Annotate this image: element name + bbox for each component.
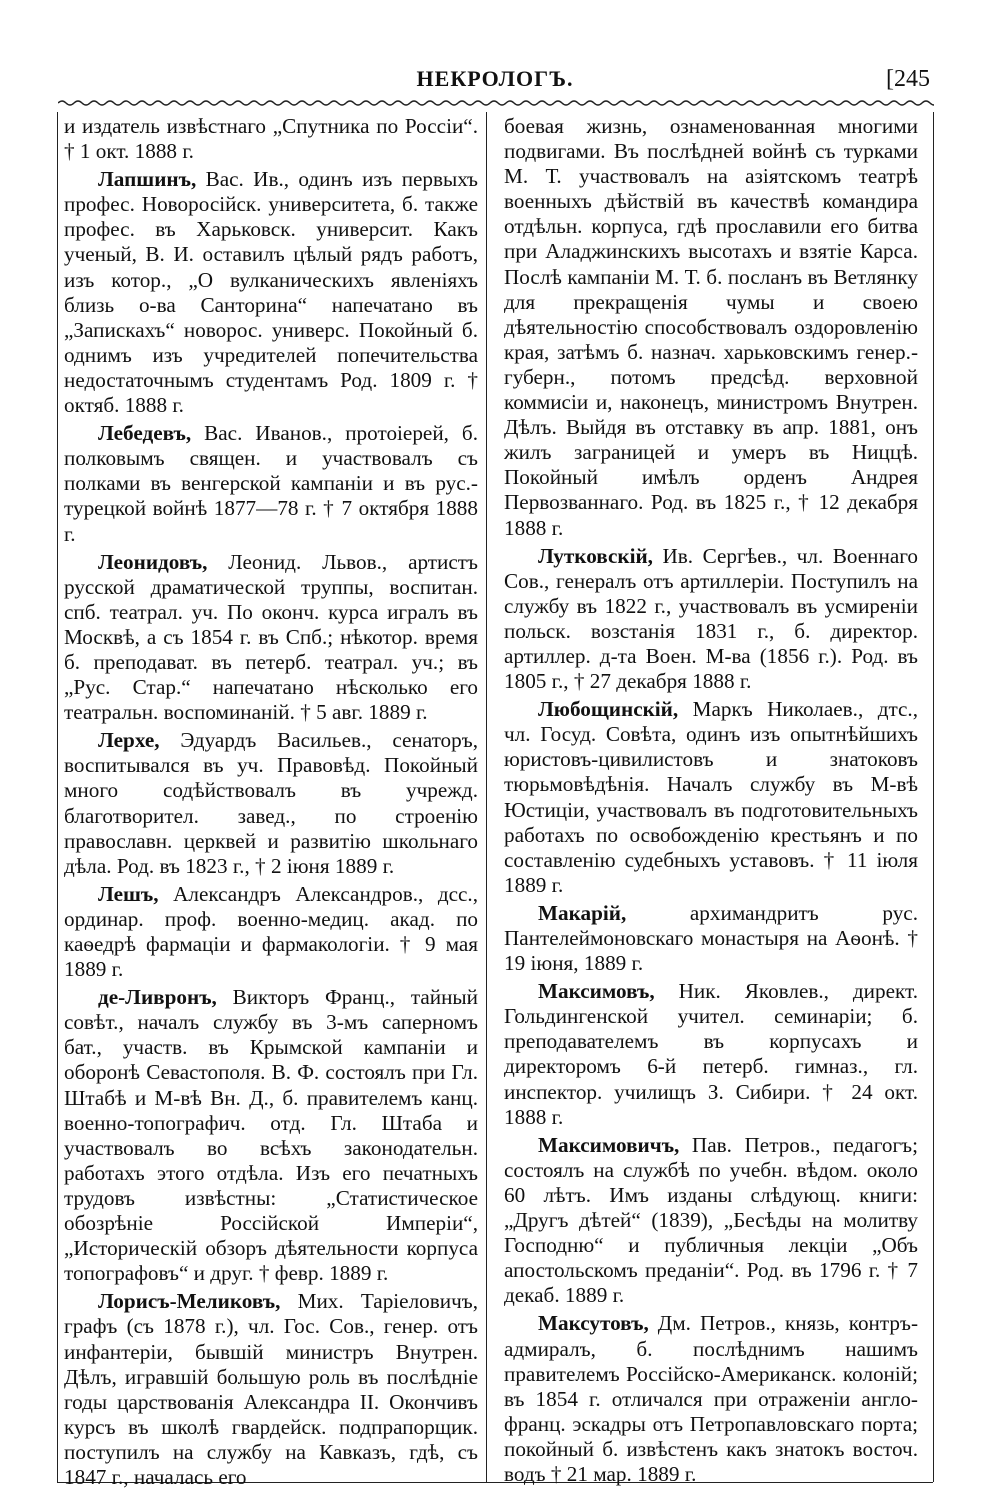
wavy-divider xyxy=(58,96,934,110)
entry-text: боевая жизнь, ознаменованная многими подвигами. Въ послѣдней войнѣ съ турками М. Т. участвовалъ на азіятскомъ театрѣ военныхъ дѣйствій въ качествѣ командира отдѣльн. корпуса, гдѣ прославили его битва при Аладжинскихъ высотахъ и взятіе Карса. Послѣ кампаніи М. Т. б. посланъ въ Ветлянку для прекращенія чумы и своею дѣятельностію способствовалъ оздоровленію края, затѣмъ б. назнач. харьковскимъ генер.-губерн., потомъ предсѣд. верховной коммисіи и, наконецъ, министромъ Внутрен. Дѣлъ. Выйдя въ отставку въ апр. 1881, онъ жилъ заграницей и умеръ въ Ниццѣ. Покойный имѣлъ орденъ Андрея Первозваннаго. Род. въ 1825 г., † 12 декабря 1888 г. xyxy=(504,114,918,540)
right-entry xyxy=(504,114,918,541)
right-entry xyxy=(504,697,918,898)
page-header xyxy=(60,66,930,100)
entry-name: де-Ливронъ, xyxy=(98,985,217,1010)
left-entry xyxy=(64,882,478,982)
right-entry xyxy=(504,901,918,976)
entry-text: Ив. Сергѣев., чл. Военнаго Сов., генералъ отъ артиллеріи. Поступилъ на службу въ 1822 г., участвовалъ въ усмиреніи польск. возстанія 1831 г., б. директор. артиллер. д-та Воен. М-ва (1856 г.). Род. въ 1805 г., † 27 декабря 1888 г. xyxy=(504,543,918,694)
entry-name: Лерхе, xyxy=(98,728,160,753)
page-number: [245 xyxy=(886,66,930,92)
left-entry xyxy=(64,1289,478,1490)
entry-name: Максимовъ, xyxy=(538,979,655,1004)
entry-name: Лешъ, xyxy=(98,881,159,906)
right-entry xyxy=(504,1311,918,1487)
frame-left-border xyxy=(57,112,58,1482)
entry-text: Леонид. Львов., артистъ русской драматической труппы, воспитан. спб. театрал. уч. По оконч. курса игралъ въ Москвѣ, а съ 1854 г. въ Спб.; нѣкотор. время б. преподават. въ петерб. театрал. уч.; въ „Рус. Стар.“ напечатано нѣсколько его театральн. воспоминаній. † 5 авг. 1889 г. xyxy=(64,549,479,725)
entry-text: Ник. Яковлев., директ. Гольдингенской учител. семинаріи; б. преподавателемъ въ корпусахъ и директоромъ 6-й петерб. гимназ., гл. инспектор. училищъ З. Сибири. † 24 окт. 1888 г. xyxy=(504,979,918,1129)
right-entry xyxy=(504,544,918,695)
entry-name: Лебедевъ, xyxy=(98,421,192,446)
entry-text: Александръ Александров., дсс., ординар. проф. военно-медиц. акад. по каѳедрѣ фармаціи и фармакологіи. † 9 мая 1889 г. xyxy=(64,881,479,982)
entry-name: Любощинскій, xyxy=(538,697,679,722)
left-column xyxy=(64,114,478,1493)
right-entry xyxy=(504,1133,918,1309)
entry-text: Вас. Иванов., протоіерей, б. полковымъ священ. и участвовалъ съ полками въ венгерской кампаніи и въ рус.-турецкой войнѣ 1877—78 г. † 7 октября 1888 г. xyxy=(64,421,478,546)
entry-name: Лутковскій, xyxy=(538,543,653,568)
left-entry xyxy=(64,985,478,1286)
left-entry xyxy=(64,550,478,726)
entry-text: Дм. Петров., князь, контръ-адмиралъ, б. послѣднимъ нашимъ правителемъ Россійско-Американск. колоній; въ 1854 г. отличался при отраженіи англо-франц. эскадры отъ Петропавловскаго порта; покойный б. извѣстенъ какъ знатокъ восточ. водъ † 21 мар. 1889 г. xyxy=(504,1311,918,1486)
entry-text: Мих. Таріеловичъ, графъ (съ 1878 г.), чл. Гос. Сов., генер. отъ инфантеріи, бывшій министръ Внутрен. Дѣлъ, игравшій большую роль въ послѣдніе годы царствованія Александра II. Окончивъ курсъ въ школѣ гвардейск. подпрапорщик. поступилъ на службу на Кавказъ, гдѣ, съ 1847 г., началась его xyxy=(64,1289,478,1489)
entry-text: Маркъ Николаев., дтс., чл. Госуд. Совѣта, одинъ изъ опытнѣйшихъ юристовъ-цивилистовъ и знатоковъ тюрьмовѣдѣнія. Началъ службу въ М-вѣ Юстиціи, участвовалъ въ подготовительныхъ работахъ по освобожденію крестьянъ и по составленію судебныхъ уставовъ. † 11 іюля 1889 г. xyxy=(504,697,918,897)
left-entry xyxy=(64,114,478,164)
entry-name: Максимовичъ, xyxy=(538,1132,680,1157)
entry-text: Викторъ Франц., тайный совѣт., началъ службу въ 3-мъ саперномъ бат., участв. въ Крымской кампаніи и оборонѣ Севастополя. В. Ф. состоялъ при Гл. Штабѣ и М-вѣ Вн. Д., б. правителемъ канц. военно-топографич. отд. Гл. Штаба и участвовалъ во всѣхъ законодательн. работахъ этого отдѣла. Изъ его печатныхъ трудовъ извѣстны: „Статистическое обозрѣніе Россійской Имперіи“, „Историческій обзоръ дѣятельности корпуса топографовъ“ и друг. † февр. 1889 г. xyxy=(64,985,478,1286)
column-divider xyxy=(486,112,487,1482)
entry-text: Эдуардъ Васильев., сенаторъ, воспитывался въ уч. Правовѣд. Покойный много содѣйствовалъ въ учрежд. благотворител. завед., по строенію православн. церквей и развитію школьнаго дѣла. Род. въ 1823 г., † 2 іюня 1889 г. xyxy=(64,728,478,878)
entry-text: и издатель извѣстнаго „Спутника по Россіи“. † 1 окт. 1888 г. xyxy=(64,114,478,164)
header-title: НЕКРОЛОГЪ. xyxy=(416,66,574,91)
entry-name: Леонидовъ, xyxy=(98,549,208,574)
right-column xyxy=(504,114,918,1490)
entry-name: Максутовъ, xyxy=(538,1311,649,1336)
entry-name: Макарій, xyxy=(538,900,627,925)
entry-text: архимандритъ рус. Пантелеймоновскаго монастыря на Аѳонѣ. † 19 іюня, 1889 г. xyxy=(504,900,918,976)
entry-name: Лорисъ-Меликовъ, xyxy=(98,1289,281,1314)
entry-text: Вас. Ив., одинъ изъ первыхъ профес. Новоросійск. университета, б. также профес. въ Харьковск. университ. Какъ ученый, В. И. оставилъ цѣлый рядъ работъ, изъ котор., „О вулканическихъ явленіяхъ близь о-ва Санторина“ напечатано въ „Запискахъ“ новорос. универс. Покойный б. однимъ изъ учредителей попечительства недостаточнымъ студентамъ Род. 1809 г. † октяб. 1888 г. xyxy=(64,167,479,418)
left-entry xyxy=(64,167,478,418)
right-entry xyxy=(504,979,918,1130)
left-entry xyxy=(64,728,478,879)
frame-right-border xyxy=(933,112,934,1482)
left-entry xyxy=(64,421,478,546)
entry-name: Лапшинъ, xyxy=(98,167,197,192)
entry-text: Пав. Петров., педагогъ; состоялъ на службѣ по учебн. вѣдом. около 60 лѣтъ. Имъ изданы слѣдующ. книги: „Другъ дѣтей“ (1839), „Бесѣды на молитву Господню“ и публичныя лекціи „Объ апостольскомъ преданіи“. Род. въ 1796 г. † 7 декаб. 1889 г. xyxy=(504,1132,918,1308)
